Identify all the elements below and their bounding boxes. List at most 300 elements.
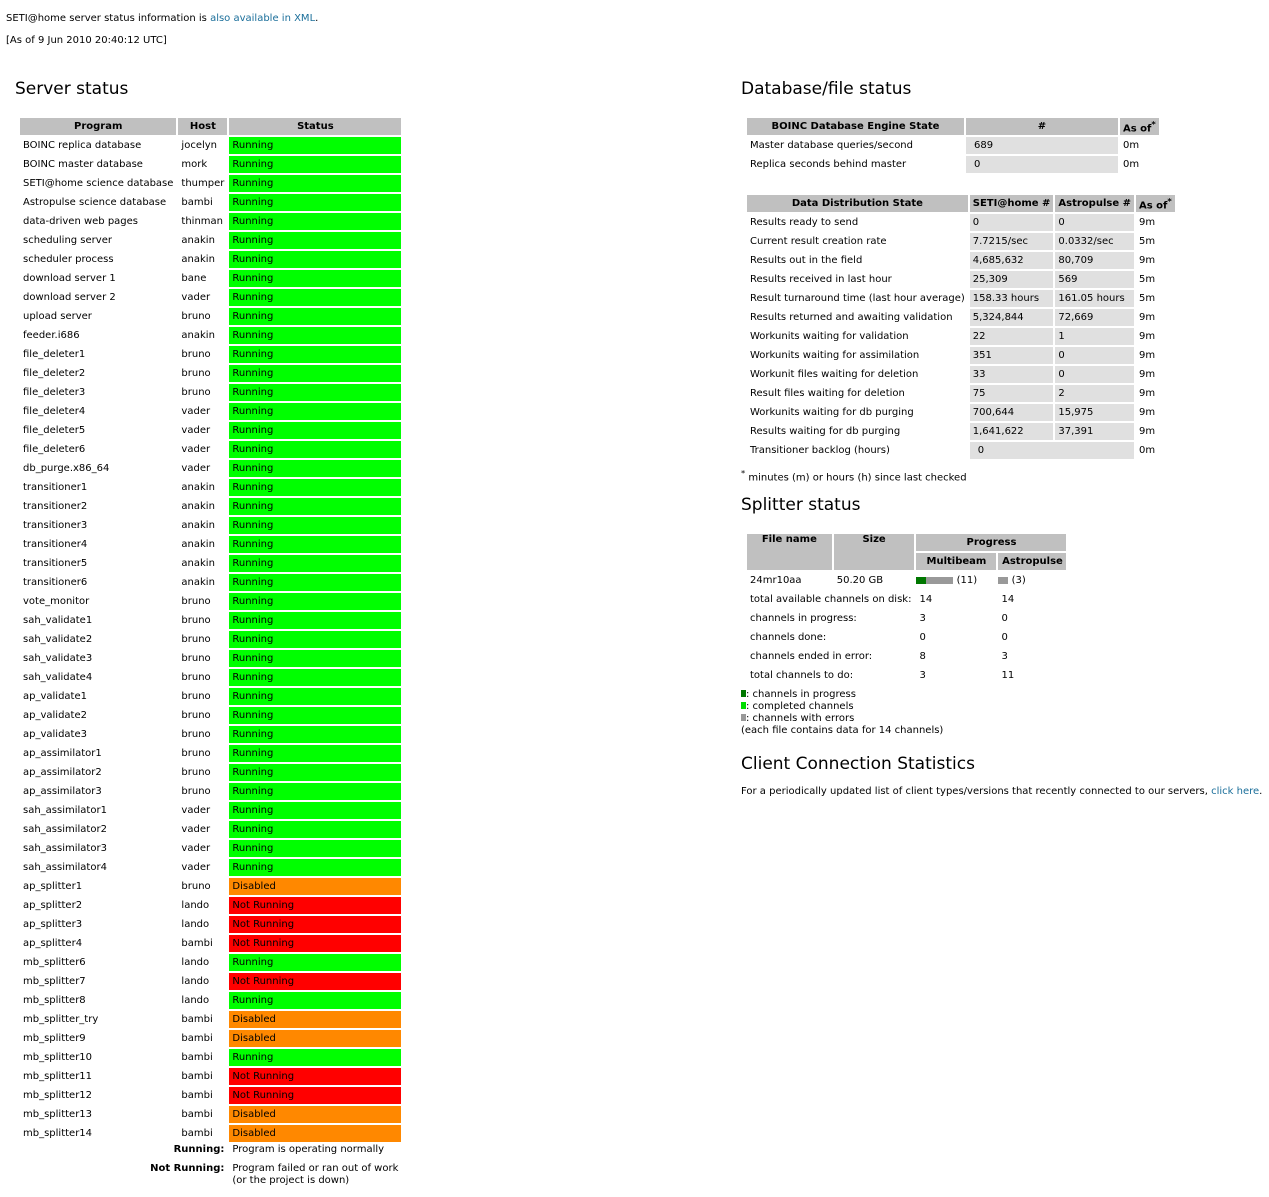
- server-row: [20, 346, 401, 363]
- status-cell: Running: [229, 403, 401, 420]
- distribution-label: Workunits waiting for validation: [750, 331, 909, 342]
- program-name: ap_validate1: [23, 691, 87, 702]
- splitter-stat-label: channels ended in error:: [750, 651, 873, 662]
- program-name: download server 2: [23, 292, 116, 303]
- server-row: [20, 137, 401, 154]
- host-name: vader: [181, 824, 211, 835]
- host-name: vader: [181, 292, 211, 303]
- host-name: bruno: [181, 729, 211, 740]
- col-dist-state: Data Distribution State: [747, 195, 968, 212]
- splitter-stat-row: [747, 610, 1066, 627]
- program-name: sah_assimilator4: [23, 862, 107, 873]
- host-name: bambi: [181, 197, 213, 208]
- splitter-stat-ap: 14: [1001, 594, 1015, 605]
- splitter-legend-item: : channels in progress: [741, 689, 943, 701]
- status-cell: Running: [229, 460, 401, 477]
- database-status-title: Database/file status: [741, 79, 912, 99]
- status-cell: Running: [229, 498, 401, 515]
- server-status-table: [18, 116, 403, 1189]
- server-row: [20, 384, 401, 401]
- distribution-asof: 5m: [1138, 274, 1156, 285]
- ap-value: 1: [1055, 328, 1134, 345]
- distribution-label: Result files waiting for deletion: [750, 388, 905, 399]
- host-name: lando: [181, 995, 210, 1006]
- host-name: bruno: [181, 387, 211, 398]
- mb-progress: [916, 572, 996, 589]
- host-name: bruno: [181, 786, 211, 797]
- server-row: [20, 878, 401, 895]
- server-row: [20, 688, 401, 705]
- ap-value: 0: [1055, 366, 1134, 383]
- program-name: sah_validate3: [23, 653, 93, 664]
- seti-value: 4,685,632: [970, 252, 1054, 269]
- server-row: [20, 802, 401, 819]
- host-name: anakin: [181, 501, 215, 512]
- host-name: bambi: [181, 1090, 213, 1101]
- distribution-row: [747, 252, 1175, 269]
- program-name: transitioner2: [23, 501, 88, 512]
- distribution-row: [747, 290, 1175, 307]
- status-cell: Running: [229, 479, 401, 496]
- ap-value: 569: [1055, 271, 1134, 288]
- distribution-row: [747, 385, 1175, 402]
- seti-value: 1,641,622: [970, 423, 1054, 440]
- program-name: db_purge.x86_64: [23, 463, 110, 474]
- host-name: anakin: [181, 577, 215, 588]
- status-cell: Not Running: [229, 935, 401, 952]
- host-name: anakin: [181, 482, 215, 493]
- program-name: BOINC master database: [23, 159, 143, 170]
- program-name: mb_splitter10: [23, 1052, 93, 1063]
- server-row: [20, 536, 401, 553]
- status-cell: Disabled: [229, 1011, 401, 1028]
- host-name: anakin: [181, 254, 215, 265]
- host-name: anakin: [181, 330, 215, 341]
- distribution-asof: 9m: [1138, 312, 1156, 323]
- distribution-asof: 5m: [1138, 236, 1156, 247]
- ap-progress-bar: [998, 575, 1008, 586]
- col-ap-count: Astropulse #: [1055, 195, 1134, 212]
- status-cell: Running: [229, 536, 401, 553]
- server-row: [20, 213, 401, 230]
- host-name: thumper: [181, 178, 225, 189]
- program-name: ap_assimilator1: [23, 748, 102, 759]
- server-row: [20, 821, 401, 838]
- host-name: bruno: [181, 691, 211, 702]
- ap-value: 15,975: [1055, 404, 1134, 421]
- program-name: sah_assimilator1: [23, 805, 107, 816]
- host-name: vader: [181, 843, 211, 854]
- splitter-stat-mb: 8: [919, 651, 926, 662]
- program-name: mb_splitter_try: [23, 1014, 99, 1025]
- status-cell: Running: [229, 821, 401, 838]
- server-row: [20, 365, 401, 382]
- seti-value: 5,324,844: [970, 309, 1054, 326]
- server-row: [20, 498, 401, 515]
- distribution-label: Result turnaround time (last hour average): [750, 293, 965, 304]
- backlog-asof: 0m: [1138, 445, 1156, 456]
- distribution-label: Results waiting for db purging: [750, 426, 901, 437]
- host-name: lando: [181, 976, 210, 987]
- program-name: sah_assimilator3: [23, 843, 107, 854]
- ap-progress: [998, 572, 1066, 589]
- engine-row: [747, 137, 1159, 154]
- seti-value: 158.33 hours: [970, 290, 1054, 307]
- server-row: [20, 156, 401, 173]
- distribution-label: Workunits waiting for assimilation: [750, 350, 920, 361]
- status-cell: Running: [229, 631, 401, 648]
- splitter-legend-item: : channels with errors: [741, 713, 943, 725]
- status-cell: Running: [229, 707, 401, 724]
- status-cell: Running: [229, 308, 401, 325]
- engine-asof: 0m: [1123, 159, 1140, 170]
- splitter-stat-mb: 3: [919, 670, 926, 681]
- splitter-stat-label: channels in progress:: [750, 613, 857, 624]
- server-row: [20, 593, 401, 610]
- engine-label: Master database queries/second: [750, 140, 913, 151]
- program-name: file_deleter3: [23, 387, 86, 398]
- status-cell: Running: [229, 764, 401, 781]
- host-name: anakin: [181, 539, 215, 550]
- server-row: [20, 935, 401, 952]
- db-engine-table: [745, 116, 1161, 175]
- client-stats-link[interactable]: click here: [1211, 786, 1260, 797]
- server-row: [20, 669, 401, 686]
- distribution-label: Results returned and awaiting validation: [750, 312, 953, 323]
- distribution-asof: 9m: [1138, 331, 1156, 342]
- host-name: bruno: [181, 349, 211, 360]
- host-name: bambi: [181, 1109, 213, 1120]
- status-cell: Running: [229, 422, 401, 439]
- program-name: sah_assimilator2: [23, 824, 107, 835]
- col-multibeam: Multibeam: [916, 553, 996, 570]
- server-row: [20, 840, 401, 857]
- status-cell: Running: [229, 669, 401, 686]
- program-name: mb_splitter13: [23, 1109, 93, 1120]
- data-distribution-table: [745, 193, 1177, 461]
- status-cell: Not Running: [229, 897, 401, 914]
- legend-text: Program is operating normally: [232, 1144, 385, 1155]
- server-row: [20, 403, 401, 420]
- header: [6, 12, 318, 56]
- server-legend-row: [20, 1163, 401, 1187]
- status-cell: Running: [229, 555, 401, 572]
- status-cell: Disabled: [229, 1106, 401, 1123]
- host-name: vader: [181, 425, 211, 436]
- distribution-asof: 9m: [1138, 350, 1156, 361]
- host-name: anakin: [181, 520, 215, 531]
- splitter-legend-note: (each file contains data for 14 channels): [741, 725, 944, 736]
- splitter-stat-row: [747, 591, 1066, 608]
- status-cell: Running: [229, 213, 401, 230]
- distribution-asof: 9m: [1138, 255, 1156, 266]
- ap-value: 2: [1055, 385, 1134, 402]
- col-host: Host: [178, 118, 227, 135]
- program-name: file_deleter1: [23, 349, 86, 360]
- server-legend-row: [20, 1144, 401, 1161]
- server-row: [20, 992, 401, 1009]
- status-cell: Disabled: [229, 1125, 401, 1142]
- as-of-timestamp: [As of 9 Jun 2010 20:40:12 UTC]: [6, 35, 167, 46]
- server-row: [20, 422, 401, 439]
- legend-label: Running:: [173, 1144, 225, 1155]
- backlog-value: 0: [970, 442, 1134, 459]
- status-cell: Running: [229, 327, 401, 344]
- status-cell: Running: [229, 745, 401, 762]
- seti-value: 351: [970, 347, 1054, 364]
- host-name: bruno: [181, 311, 211, 322]
- distribution-asof: 9m: [1138, 369, 1156, 380]
- program-name: scheduler process: [23, 254, 114, 265]
- server-row: [20, 289, 401, 306]
- ap-value: 0: [1055, 347, 1134, 364]
- intro-end: .: [315, 13, 319, 24]
- status-cell: Running: [229, 612, 401, 629]
- status-cell: Running: [229, 802, 401, 819]
- splitter-stat-row: [747, 667, 1066, 684]
- host-name: vader: [181, 862, 211, 873]
- status-cell: Running: [229, 859, 401, 876]
- col-engine-count: #: [966, 118, 1118, 135]
- seti-value: 0: [970, 214, 1054, 231]
- status-cell: Disabled: [229, 878, 401, 895]
- program-name: transitioner6: [23, 577, 88, 588]
- program-name: mb_splitter12: [23, 1090, 93, 1101]
- client-stats-text: For a periodically updated list of client types/versions that recently connected to our servers, click here.: [741, 786, 1263, 797]
- splitter-stat-label: channels done:: [750, 632, 827, 643]
- server-row: [20, 973, 401, 990]
- program-name: mb_splitter6: [23, 957, 86, 968]
- program-name: transitioner4: [23, 539, 88, 550]
- host-name: bambi: [181, 1014, 213, 1025]
- host-name: bambi: [181, 938, 213, 949]
- col-engine-state: BOINC Database Engine State: [747, 118, 964, 135]
- engine-asof: 0m: [1123, 140, 1140, 151]
- distribution-row: [747, 423, 1175, 440]
- splitter-stat-row: [747, 629, 1066, 646]
- program-name: transitioner1: [23, 482, 88, 493]
- status-cell: Running: [229, 175, 401, 192]
- server-row: [20, 1106, 401, 1123]
- status-cell: Running: [229, 1049, 401, 1066]
- splitter-status-title: Splitter status: [741, 495, 861, 515]
- distribution-label: Results out in the field: [750, 255, 863, 266]
- status-cell: Running: [229, 517, 401, 534]
- status-cell: Not Running: [229, 1087, 401, 1104]
- server-row: [20, 232, 401, 249]
- distribution-label: Workunit files waiting for deletion: [750, 369, 919, 380]
- server-row: [20, 460, 401, 477]
- distribution-row: [747, 347, 1175, 364]
- ap-count: (3): [1011, 575, 1026, 586]
- host-name: bambi: [181, 1071, 213, 1082]
- col-file-name: File name: [747, 534, 832, 570]
- host-name: anakin: [181, 235, 215, 246]
- program-name: scheduling server: [23, 235, 112, 246]
- status-cell: Running: [229, 251, 401, 268]
- distribution-asof: 9m: [1138, 407, 1156, 418]
- ap-value: 0.0332/sec: [1055, 233, 1134, 250]
- status-cell: Running: [229, 992, 401, 1009]
- program-name: transitioner3: [23, 520, 88, 531]
- ap-value: 161.05 hours: [1055, 290, 1134, 307]
- program-name: ap_validate3: [23, 729, 87, 740]
- status-cell: Running: [229, 346, 401, 363]
- splitter-file-row: [747, 572, 1066, 589]
- program-name: mb_splitter8: [23, 995, 86, 1006]
- server-row: [20, 441, 401, 458]
- host-name: lando: [181, 957, 210, 968]
- host-name: bruno: [181, 615, 211, 626]
- splitter-stat-ap: 11: [1001, 670, 1015, 681]
- distribution-label: Workunits waiting for db purging: [750, 407, 914, 418]
- splitter-stat-ap: 0: [1001, 613, 1008, 624]
- engine-value: 0: [966, 156, 1118, 173]
- server-row: [20, 764, 401, 781]
- distribution-asof: 9m: [1138, 426, 1156, 437]
- host-name: bruno: [181, 653, 211, 664]
- status-cell: Disabled: [229, 1030, 401, 1047]
- status-cell: Not Running: [229, 1068, 401, 1085]
- col-astropulse: Astropulse: [998, 553, 1066, 570]
- host-name: bruno: [181, 767, 211, 778]
- engine-row: [747, 156, 1159, 173]
- splitter-stat-label: total available channels on disk:: [750, 594, 912, 605]
- status-cell: Running: [229, 194, 401, 211]
- mb-count: (11): [956, 575, 978, 586]
- status-cell: Running: [229, 137, 401, 154]
- status-cell: Running: [229, 384, 401, 401]
- distribution-label: Results received in last hour: [750, 274, 892, 285]
- col-program: Program: [20, 118, 176, 135]
- host-name: jocelyn: [181, 140, 218, 151]
- server-row: [20, 859, 401, 876]
- status-cell: Running: [229, 289, 401, 306]
- server-row: [20, 745, 401, 762]
- seti-value: 22: [970, 328, 1054, 345]
- host-name: bambi: [181, 1128, 213, 1139]
- server-row: [20, 574, 401, 591]
- ap-value: 37,391: [1055, 423, 1134, 440]
- host-name: bane: [181, 273, 207, 284]
- xml-link[interactable]: also available in XML: [210, 13, 316, 24]
- status-cell: Running: [229, 650, 401, 667]
- splitter-stat-row: [747, 648, 1066, 665]
- program-name: ap_splitter4: [23, 938, 83, 949]
- program-name: ap_splitter3: [23, 919, 83, 930]
- distribution-row: [747, 214, 1175, 231]
- host-name: bruno: [181, 710, 211, 721]
- status-cell: Not Running: [229, 973, 401, 990]
- intro-text: SETI@home server status information is: [6, 13, 207, 24]
- host-name: vader: [181, 444, 211, 455]
- server-row: [20, 251, 401, 268]
- seti-value: 700,644: [970, 404, 1054, 421]
- file-size: 50.20 GB: [836, 575, 884, 586]
- legend-label: Not Running:: [150, 1163, 225, 1174]
- program-name: BOINC replica database: [23, 140, 142, 151]
- file-name: 24mr10aa: [750, 575, 802, 586]
- host-name: mork: [181, 159, 208, 170]
- splitter-stat-label: total channels to do:: [750, 670, 854, 681]
- status-cell: Running: [229, 593, 401, 610]
- seti-value: 7.7215/sec: [970, 233, 1054, 250]
- host-name: lando: [181, 919, 210, 930]
- server-row: [20, 631, 401, 648]
- program-name: ap_splitter2: [23, 900, 83, 911]
- status-cell: Running: [229, 441, 401, 458]
- server-row: [20, 726, 401, 743]
- host-name: vader: [181, 406, 211, 417]
- server-row: [20, 954, 401, 971]
- distribution-row: [747, 404, 1175, 421]
- server-row: [20, 270, 401, 287]
- server-status-title: Server status: [15, 79, 129, 99]
- program-name: mb_splitter14: [23, 1128, 93, 1139]
- status-cell: Running: [229, 840, 401, 857]
- server-row: [20, 897, 401, 914]
- distribution-asof: 5m: [1138, 293, 1156, 304]
- status-cell: Running: [229, 156, 401, 173]
- bar-error: [998, 577, 1008, 584]
- status-cell: Running: [229, 232, 401, 249]
- col-seti-count: SETI@home #: [970, 195, 1054, 212]
- col-status: Status: [229, 118, 401, 135]
- program-name: Astropulse science database: [23, 197, 167, 208]
- host-name: bruno: [181, 368, 211, 379]
- program-name: ap_assimilator3: [23, 786, 102, 797]
- server-row: [20, 650, 401, 667]
- server-row: [20, 707, 401, 724]
- seti-value: 33: [970, 366, 1054, 383]
- server-row: [20, 1011, 401, 1028]
- splitter-stat-mb: 0: [919, 632, 926, 643]
- distribution-row: [747, 366, 1175, 383]
- distribution-asof: 9m: [1138, 388, 1156, 399]
- engine-label: Replica seconds behind master: [750, 159, 907, 170]
- distribution-row: [747, 271, 1175, 288]
- host-name: vader: [181, 805, 211, 816]
- status-cell: Running: [229, 688, 401, 705]
- program-name: SETI@home science database: [23, 178, 174, 189]
- program-name: mb_splitter9: [23, 1033, 86, 1044]
- program-name: file_deleter6: [23, 444, 86, 455]
- status-cell: Running: [229, 270, 401, 287]
- program-name: sah_validate4: [23, 672, 93, 683]
- server-row: [20, 783, 401, 800]
- distribution-label: Results ready to send: [750, 217, 859, 228]
- distribution-row: [747, 309, 1175, 326]
- host-name: vader: [181, 463, 211, 474]
- status-cell: Running: [229, 726, 401, 743]
- engine-value: 689: [966, 137, 1118, 154]
- splitter-legend: [741, 689, 943, 737]
- server-row: [20, 327, 401, 344]
- col-progress: Progress: [916, 534, 1066, 551]
- mb-progress-bar: [916, 575, 953, 586]
- status-cell: Not Running: [229, 916, 401, 933]
- host-name: bruno: [181, 881, 211, 892]
- server-row: [20, 194, 401, 211]
- program-name: download server 1: [23, 273, 116, 284]
- splitter-stat-mb: 3: [919, 613, 926, 624]
- distribution-asof: 9m: [1138, 217, 1156, 228]
- server-row: [20, 1087, 401, 1104]
- col-dist-asof: As of*: [1136, 195, 1175, 212]
- distribution-row: [747, 328, 1175, 345]
- server-row: [20, 1030, 401, 1047]
- server-row: [20, 555, 401, 572]
